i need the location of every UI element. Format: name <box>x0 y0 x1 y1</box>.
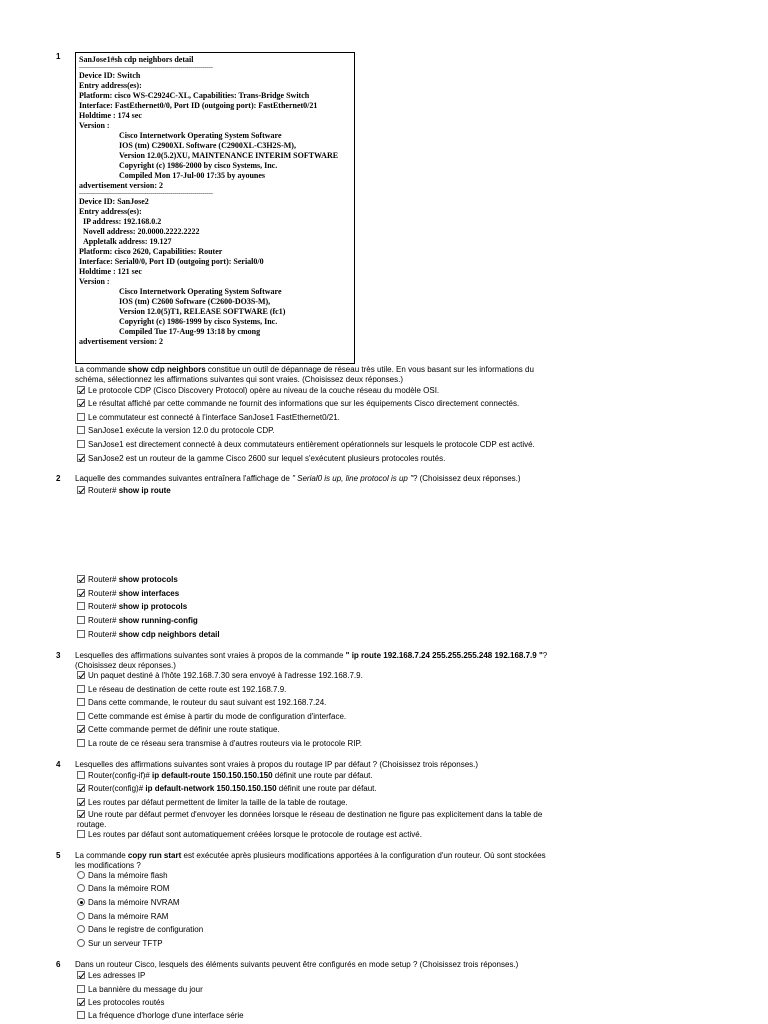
answer-option[interactable] <box>77 426 275 438</box>
option-label: Dans la mémoire RAM <box>88 912 169 921</box>
option-command: ip default-network 150.150.150.150 <box>145 784 277 793</box>
checkbox[interactable] <box>77 830 85 838</box>
checkbox[interactable] <box>77 413 85 421</box>
question-text: Lesquelles des affirmations suivantes sont vraies à propos du routage IP par défaut ? (Choisissez trois réponses.) <box>75 760 479 769</box>
checkbox-checked[interactable] <box>77 798 85 806</box>
checkbox-checked[interactable] <box>77 998 85 1006</box>
radio-button[interactable] <box>77 871 85 879</box>
checkbox-checked[interactable] <box>77 386 85 394</box>
question-text-part: La commande <box>75 365 128 374</box>
answer-option[interactable] <box>77 575 178 587</box>
cli-line: Cisco Internetwork Operating System Software <box>119 131 282 140</box>
answer-option[interactable] <box>77 985 203 997</box>
option-label: Le commutateur est connecté à l'interface SanJose1 FastEthernet0/21. <box>88 413 340 422</box>
checkbox-checked[interactable] <box>77 784 85 792</box>
checkbox[interactable] <box>77 616 85 624</box>
answer-option[interactable] <box>77 971 145 983</box>
option-command: show running-config <box>118 616 198 625</box>
question-number: 6 <box>56 960 61 969</box>
cli-line: Version 12.0(5.2)XU, MAINTENANCE INTERIM SOFTWARE <box>119 151 339 160</box>
answer-option[interactable] <box>77 671 363 683</box>
cli-line: Interface: Serial0/0, Port ID (outgoing port): Serial0/0 <box>79 257 264 266</box>
answer-option[interactable] <box>77 589 179 601</box>
option-label: SanJose1 est directement connecté à deux commutateurs entièrement opérationnels sur lesquels le protocole CDP est activé. <box>88 440 535 449</box>
checkbox[interactable] <box>77 698 85 706</box>
checkbox-checked[interactable] <box>77 810 85 818</box>
cli-line: Copyright (c) 1986-1999 by cisco Systems, Inc. <box>119 317 278 326</box>
checkbox-checked[interactable] <box>77 454 85 462</box>
checkbox[interactable] <box>77 426 85 434</box>
answer-option[interactable] <box>77 925 203 937</box>
cli-line: Holdtime : 121 sec <box>79 267 142 276</box>
question-number: 5 <box>56 851 61 860</box>
option-label: La bannière du message du jour <box>88 985 203 994</box>
option-label: définit une route par défaut. <box>274 771 373 780</box>
checkbox-checked[interactable] <box>77 399 85 407</box>
answer-option[interactable] <box>77 739 362 751</box>
cli-line: IOS (tm) C2600 Software (C2600-DO3S-M), <box>119 297 271 306</box>
option-prefix: Router(config)# <box>88 784 144 793</box>
checkbox[interactable] <box>77 1011 85 1019</box>
answer-option[interactable] <box>77 784 377 796</box>
radio-button[interactable] <box>77 884 85 892</box>
question-text-part: est exécutée après plusieurs modifications apportées à la configuration d'un routeur. Où sont stockées les modifications ? <box>75 851 546 870</box>
question-text-part: Lesquelles des affirmations suivantes sont vraies à propos de la commande <box>75 651 346 660</box>
cli-line: Compiled Mon 17-Jul-00 17:35 by ayounes <box>119 171 266 180</box>
option-label: Sur un serveur TFTP <box>88 939 163 948</box>
answer-option[interactable] <box>77 798 348 810</box>
answer-option[interactable] <box>77 602 187 614</box>
option-label: Dans la mémoire ROM <box>88 884 170 893</box>
question-text <box>75 365 555 385</box>
checkbox-checked[interactable] <box>77 971 85 979</box>
option-label: Le résultat affiché par cette commande ne fournit des informations que sur les équipements Cisco directement connectés. <box>88 399 520 408</box>
question-text-part: ? (Choisissez deux réponses.) <box>75 651 548 670</box>
option-prefix: Router# <box>88 589 117 598</box>
checkbox[interactable] <box>77 712 85 720</box>
answer-option[interactable] <box>77 771 373 783</box>
cli-separator: ------------------------------------------------------------------- <box>79 65 213 71</box>
answer-option[interactable] <box>77 413 340 425</box>
radio-button[interactable] <box>77 939 85 947</box>
cli-line: Novell address: 20.0000.2222.2222 <box>83 227 200 236</box>
answer-option[interactable] <box>77 486 171 498</box>
option-label: Les protocoles routés <box>88 998 165 1007</box>
cli-line: Entry address(es): <box>79 207 142 216</box>
option-prefix: Router# <box>88 630 117 639</box>
option-label: Cette commande permet de définir une route statique. <box>88 725 280 734</box>
question-text: Dans un routeur Cisco, lesquels des éléments suivants peuvent être configurés en mode setup ? (Choisissez trois réponses.) <box>75 960 519 969</box>
answer-option[interactable] <box>77 440 535 452</box>
checkbox-checked[interactable] <box>77 725 85 733</box>
cli-line: Version 12.0(5)T1, RELEASE SOFTWARE (fc1) <box>119 307 286 316</box>
checkbox[interactable] <box>77 739 85 747</box>
cli-line: Device ID: SanJose2 <box>79 197 149 206</box>
cli-line: Platform: cisco 2620, Capabilities: Router <box>79 247 223 256</box>
option-command: show ip protocols <box>118 602 188 611</box>
cli-separator: ------------------------------------------------------------------- <box>79 191 213 197</box>
option-label: Dans la mémoire flash <box>88 871 168 880</box>
option-label: SanJose2 est un routeur de la gamme Cisco 2600 sur lequel s'exécutent plusieurs protocoles routés. <box>88 454 446 463</box>
question-number: 4 <box>56 760 61 769</box>
cli-line: Holdtime : 174 sec <box>79 111 142 120</box>
answer-option[interactable] <box>77 830 422 842</box>
question-quote: " Serial0 is up, line protocol is up " <box>292 474 413 483</box>
option-command: show ip route <box>118 486 171 495</box>
checkbox-checked[interactable] <box>77 671 85 679</box>
checkbox[interactable] <box>77 630 85 638</box>
option-command: ip default-route 150.150.150.150 <box>152 771 273 780</box>
cli-line: Version : <box>79 277 110 286</box>
cli-line: IOS (tm) C2900XL Software (C2900XL-C3H2S-M), <box>119 141 296 150</box>
option-label: Dans la mémoire NVRAM <box>88 898 180 907</box>
answer-option[interactable] <box>77 998 165 1010</box>
answer-option[interactable] <box>77 630 220 642</box>
question-text-part: constitue un outil de dépannage de réseau très utile. En vous basant sur les informations du schéma, sélectionnez les affirmations suivantes qui sont vraies. (Choisissez deux réponses.) <box>75 365 534 384</box>
option-prefix: Router(config-if)# <box>88 771 150 780</box>
answer-option[interactable] <box>77 616 198 628</box>
question-text <box>75 851 555 871</box>
option-command: show cdp neighbors detail <box>118 630 220 639</box>
cli-line: Compiled Tue 17-Aug-99 13:18 by cmong <box>119 327 261 336</box>
question-number: 1 <box>56 52 61 61</box>
answer-option[interactable] <box>77 1011 244 1023</box>
option-command: show protocols <box>118 575 178 584</box>
checkbox-checked[interactable] <box>77 486 85 494</box>
option-label: Dans cette commande, le routeur du saut suivant est 192.168.7.24. <box>88 698 327 707</box>
checkbox[interactable] <box>77 685 85 693</box>
answer-option[interactable] <box>77 871 168 883</box>
answer-option[interactable] <box>77 810 557 832</box>
cli-line: advertisement version: 2 <box>79 337 163 346</box>
option-label: SanJose1 exécute la version 12.0 du protocole CDP. <box>88 426 275 435</box>
checkbox[interactable] <box>77 602 85 610</box>
answer-option[interactable] <box>77 454 445 466</box>
question-text-part: La commande <box>75 851 128 860</box>
option-label: La fréquence d'horloge d'une interface série <box>88 1011 244 1020</box>
radio-button[interactable] <box>77 925 85 933</box>
option-label: définit une route par défaut. <box>278 784 377 793</box>
question-command: " ip route 192.168.7.24 255.255.255.248 192.168.7.9 " <box>345 651 543 660</box>
radio-button-selected[interactable] <box>77 898 85 906</box>
checkbox-checked[interactable] <box>77 589 85 597</box>
option-label: La route de ce réseau sera transmise à d'autres routeurs via le protocole RIP. <box>88 739 362 748</box>
cli-output-box <box>75 52 355 364</box>
option-prefix: Router# <box>88 616 117 625</box>
answer-option[interactable] <box>77 725 280 737</box>
option-label: Le réseau de destination de cette route est 192.168.7.9. <box>88 685 287 694</box>
option-label: Le protocole CDP (Cisco Discovery Protocol) opère au niveau de la couche réseau du modèle OSI. <box>88 386 440 395</box>
option-label: Les routes par défaut permettent de limiter la taille de la table de routage. <box>88 798 348 807</box>
checkbox[interactable] <box>77 771 85 779</box>
question-number: 2 <box>56 474 61 483</box>
answer-option[interactable] <box>77 399 519 411</box>
question-text-part: Laquelle des commandes suivantes entraînera l'affichage de <box>75 474 293 483</box>
answer-option[interactable] <box>77 698 326 710</box>
answer-option[interactable] <box>77 685 286 697</box>
cli-prompt: SanJose1#sh cdp neighbors detail <box>79 55 194 64</box>
answer-option[interactable] <box>77 386 439 398</box>
cli-line: Version : <box>79 121 110 130</box>
option-prefix: Router# <box>88 602 117 611</box>
checkbox[interactable] <box>77 985 85 993</box>
option-command: show interfaces <box>118 589 180 598</box>
question-command: copy run start <box>127 851 182 860</box>
option-label: Les adresses IP <box>88 971 146 980</box>
cli-line: advertisement version: 2 <box>79 181 163 190</box>
option-label: Les routes par défaut sont automatiquement créées lorsque le protocole de routage est activé. <box>88 830 422 839</box>
question-command: show cdp neighbors <box>127 365 206 374</box>
option-label: Dans le registre de configuration <box>88 925 204 934</box>
option-label: Un paquet destiné à l'hôte 192.168.7.30 sera envoyé à l'adresse 192.168.7.9. <box>88 671 363 680</box>
cli-line: IP address: 192.168.0.2 <box>83 217 162 226</box>
answer-option[interactable] <box>77 898 180 910</box>
question-number: 3 <box>56 651 61 660</box>
cli-line: Platform: cisco WS-C2924C-XL, Capabilities: Trans-Bridge Switch <box>79 91 310 100</box>
question-text <box>75 651 555 671</box>
option-prefix: Router# <box>88 486 117 495</box>
answer-option[interactable] <box>77 939 163 951</box>
cli-line: Interface: FastEthernet0/0, Port ID (outgoing port): FastEthernet0/21 <box>79 101 318 110</box>
cli-line: Copyright (c) 1986-2000 by cisco Systems, Inc. <box>119 161 278 170</box>
option-label: Cette commande est émise à partir du mode de configuration d'interface. <box>88 712 347 721</box>
answer-option[interactable] <box>77 912 168 924</box>
cli-line: Entry address(es): <box>79 81 142 90</box>
option-label: Une route par défaut permet d'envoyer les données lorsque le réseau de destination ne figure pas explicitement dans la table de routage. <box>77 810 543 829</box>
option-prefix: Router# <box>88 575 117 584</box>
question-text <box>75 474 555 484</box>
checkbox-checked[interactable] <box>77 575 85 583</box>
cli-line: Appletalk address: 19.127 <box>83 237 172 246</box>
cli-line: Device ID: Switch <box>79 71 141 80</box>
radio-button[interactable] <box>77 912 85 920</box>
checkbox[interactable] <box>77 440 85 448</box>
answer-option[interactable] <box>77 884 169 896</box>
question-text-part: ? (Choisissez deux réponses.) <box>412 474 521 483</box>
answer-option[interactable] <box>77 712 346 724</box>
cli-line: Cisco Internetwork Operating System Software <box>119 287 282 296</box>
